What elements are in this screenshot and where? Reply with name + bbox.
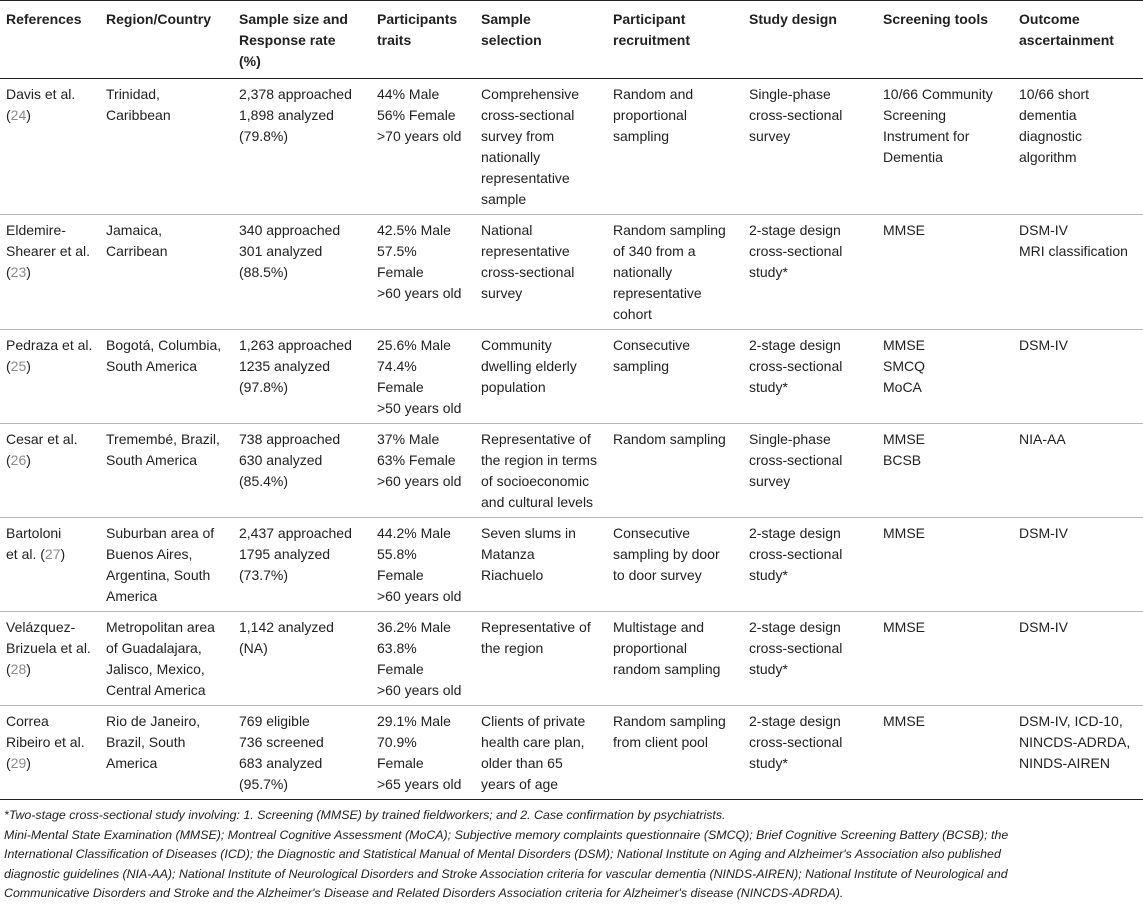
cell-line: study* (749, 661, 788, 677)
reference-citation-line: (25) (6, 358, 31, 374)
cell-line: years of age (481, 776, 559, 792)
cell-line: 44.2% Male (377, 525, 451, 541)
cell-tools (877, 79, 1013, 215)
reference-author-line: Cesar et al. (6, 431, 78, 447)
cell-line: MMSE (883, 713, 925, 729)
cell-line: 44% Male (377, 86, 440, 102)
cell-line: >60 years old (377, 588, 462, 604)
cell-references (0, 706, 100, 800)
cell-line: 36.2% Male (377, 619, 451, 635)
cell-line: 736 screened (239, 734, 324, 750)
cell-selection (475, 215, 607, 330)
reference-number-link[interactable]: 29 (10, 755, 27, 771)
reference-author-line: Bartoloni (6, 525, 62, 541)
cell-outcome (1013, 612, 1143, 706)
cell-traits (371, 424, 475, 518)
reference-number-link[interactable]: 27 (44, 546, 61, 562)
cell-line: MMSE (883, 222, 925, 238)
footnote-study-design: *Two-stage cross-sectional study involving: 1. Screening (MMSE) by trained fieldworkers; and 2. Case confirmation by psychiatrists. (4, 808, 726, 822)
cell-line: NIA-AA (1019, 431, 1066, 447)
cell-traits (371, 706, 475, 800)
cell-line: representative (481, 243, 570, 259)
column-header-region (100, 1, 233, 79)
cell-line: cross-sectional (749, 734, 843, 750)
cell-line: dwelling elderly (481, 358, 577, 374)
cell-recruitment (607, 424, 743, 518)
reference-author-line: Shearer et al. (6, 243, 91, 259)
cell-references (0, 424, 100, 518)
cell-line: the region in terms (481, 452, 597, 468)
cell-line: 301 analyzed (239, 243, 323, 259)
cell-line: study* (749, 264, 788, 280)
cell-line: >70 years old (377, 128, 462, 144)
cell-line: the region (481, 640, 544, 656)
cell-line: >60 years old (377, 473, 462, 489)
table-row (0, 424, 1143, 518)
cell-line: 630 analyzed (239, 452, 323, 468)
abbreviation-line: diagnostic guidelines (NIA-AA); National Institute of Neurological Disorders and Stroke Association criteria for vascular dementia (NINDS-AIREN); National Institute of Neurological and (4, 866, 1008, 881)
cell-line: America (106, 588, 158, 604)
cell-line: 2,437 approached (239, 525, 352, 541)
cell-line: 25.6% Male (377, 337, 451, 353)
cell-line: survey (749, 473, 791, 489)
abbreviation-line: International Classification of Diseases (ICD); the Diagnostic and Statistical Manual of Mental Disorders (DSM); National Institute on Aging and Alzheimer's Association also published (4, 847, 1001, 861)
cell-traits (371, 612, 475, 706)
cell-line: National (481, 222, 533, 238)
table-body (0, 79, 1143, 800)
cell-line: 2-stage design (749, 619, 841, 635)
cell-line: Matanza (481, 546, 535, 562)
column-header-outcome (1013, 1, 1143, 79)
cell-line: cross-sectional (749, 546, 843, 562)
reference-citation-line: (28) (6, 661, 31, 677)
cell-recruitment (607, 706, 743, 800)
column-header-line: Participant (613, 11, 686, 27)
cell-line: to door survey (613, 567, 702, 583)
cell-line: dementia (1019, 107, 1077, 123)
cell-line: Rio de Janeiro, (106, 713, 201, 729)
cell-line: sampling by door (613, 546, 720, 562)
cell-line: sample (481, 191, 527, 207)
column-header-line: traits (377, 32, 412, 48)
cell-line: study* (749, 755, 788, 771)
cell-line: Instrument for (883, 128, 970, 144)
column-header-recruitment (607, 1, 743, 79)
cell-line: >60 years old (377, 285, 462, 301)
cell-line: Representative of (481, 431, 591, 447)
cell-line: Female (377, 567, 424, 583)
column-header-sample (233, 1, 371, 79)
cell-references (0, 79, 100, 215)
cell-tools (877, 215, 1013, 330)
table-row (0, 79, 1143, 215)
cell-line: health care plan, (481, 734, 585, 750)
cell-sample (233, 330, 371, 424)
table-row (0, 706, 1143, 800)
cell-design (743, 79, 877, 215)
cell-line: MRI classification (1019, 243, 1128, 259)
cell-traits (371, 79, 475, 215)
cell-line: survey (749, 128, 791, 144)
column-header-design (743, 1, 877, 79)
cell-tools (877, 706, 1013, 800)
cell-line: of socioeconomic (481, 473, 590, 489)
cell-line: representative (613, 285, 702, 301)
abbreviation-line: Communicative Disorders and Stroke and the Alzheimer's Disease and Related Disorders Association criteria for Alzheimer's disease (NINCDS-ADRDA). (4, 886, 844, 900)
reference-number-link[interactable]: 24 (10, 107, 27, 123)
cell-line: 57.5% (377, 243, 417, 259)
cell-line: America (106, 755, 158, 771)
cell-design (743, 612, 877, 706)
reference-citation-line: (24) (6, 107, 31, 123)
cell-line: >50 years old (377, 400, 462, 416)
cell-line: 1795 analyzed (239, 546, 331, 562)
cell-outcome (1013, 706, 1143, 800)
cell-line: (73.7%) (239, 567, 289, 583)
cell-sample (233, 79, 371, 215)
cell-line: >65 years old (377, 776, 462, 792)
cell-line: NINDS-AIREN (1019, 755, 1111, 771)
cell-line: (97.8%) (239, 379, 289, 395)
column-header-line: Outcome (1019, 11, 1080, 27)
cell-design (743, 706, 877, 800)
table-row (0, 612, 1143, 706)
cell-outcome (1013, 330, 1143, 424)
cell-line: study* (749, 567, 788, 583)
cell-sample (233, 612, 371, 706)
cell-line: nationally (481, 149, 541, 165)
reference-number-link[interactable]: 28 (10, 661, 27, 677)
cell-line: sampling (613, 358, 670, 374)
column-header-references (0, 1, 100, 79)
cell-line: (79.8%) (239, 128, 289, 144)
cell-line: older than 65 (481, 755, 563, 771)
cell-line: 10/66 Community (883, 86, 993, 102)
cell-line: Metropolitan area (106, 619, 215, 635)
column-header-line: ascertainment (1019, 32, 1114, 48)
cell-line: Female (377, 755, 424, 771)
cell-line: Caribbean (106, 107, 171, 123)
abbreviation-line: Mini-Mental State Examination (MMSE); Montreal Cognitive Assessment (MoCA); Subjective memory complaints questionnaire (SMCQ); Brief Cognitive Screening Battery (BCSB); the (4, 827, 1009, 842)
cell-recruitment (607, 79, 743, 215)
cell-line: MMSE (883, 525, 925, 541)
cell-line: Female (377, 264, 424, 280)
cell-line: representative (481, 170, 570, 186)
column-header-line: Sample size and (239, 11, 348, 27)
cell-line: Bogotá, Columbia, (106, 337, 222, 353)
reference-author-line: Davis et al. (6, 86, 76, 102)
cell-line: 769 eligible (239, 713, 310, 729)
cell-line: Consecutive (613, 525, 691, 541)
cell-line: cross-sectional (749, 640, 843, 656)
cell-line: cross-sectional (481, 107, 575, 123)
cell-line: 2,378 approached (239, 86, 352, 102)
cell-tools (877, 330, 1013, 424)
cell-line: South America (106, 452, 198, 468)
table-notes (0, 800, 1143, 904)
reference-number-link[interactable]: 26 (10, 452, 27, 468)
cell-line: Consecutive (613, 337, 691, 353)
cell-line: cohort (613, 306, 652, 322)
cell-line: DSM-IV (1019, 222, 1068, 238)
cell-recruitment (607, 612, 743, 706)
cell-selection (475, 612, 607, 706)
cell-line: of Guadalajara, (106, 640, 202, 656)
cell-line: MoCA (883, 379, 922, 395)
column-header-line: Screening tools (883, 11, 989, 27)
cell-line: Argentina, South (106, 567, 211, 583)
cell-recruitment (607, 215, 743, 330)
cell-outcome (1013, 79, 1143, 215)
cell-region (100, 215, 233, 330)
cell-line: and cultural levels (481, 494, 594, 510)
cell-line: Tremembé, Brazil, (106, 431, 220, 447)
cell-line: algorithm (1019, 149, 1077, 165)
cell-line: Riachuelo (481, 567, 544, 583)
cell-traits (371, 330, 475, 424)
column-header-tools (877, 1, 1013, 79)
cell-line: >60 years old (377, 682, 462, 698)
cell-traits (371, 215, 475, 330)
reference-number-link[interactable]: 23 (10, 264, 27, 280)
cell-line: cross-sectional (749, 358, 843, 374)
table-row (0, 215, 1143, 330)
cell-sample (233, 424, 371, 518)
cell-line: 1,898 analyzed (239, 107, 334, 123)
cell-recruitment (607, 518, 743, 612)
cell-outcome (1013, 215, 1143, 330)
cell-line: DSM-IV, ICD-10, (1019, 713, 1123, 729)
reference-author-line: Ribeiro et al. (6, 734, 85, 750)
cell-line: Suburban area of (106, 525, 215, 541)
cell-tools (877, 612, 1013, 706)
cell-sample (233, 706, 371, 800)
cell-line: Single-phase (749, 431, 831, 447)
cell-line: diagnostic (1019, 128, 1083, 144)
cell-line: 74.4% (377, 358, 417, 374)
cell-region (100, 518, 233, 612)
cell-region (100, 424, 233, 518)
cell-line: MMSE (883, 619, 925, 635)
cell-line: BCSB (883, 452, 922, 468)
cell-line: Brazil, South (106, 734, 186, 750)
cell-line: 55.8% (377, 546, 417, 562)
cell-selection (475, 706, 607, 800)
reference-author-line: Correa (6, 713, 49, 729)
cell-line: Jalisco, Mexico, (106, 661, 205, 677)
cell-line: 56% Female (377, 107, 456, 123)
cell-line: proportional (613, 107, 687, 123)
cell-line: Seven slums in (481, 525, 576, 541)
cell-line: (88.5%) (239, 264, 289, 280)
cell-line: 63% Female (377, 452, 456, 468)
reference-author-line: Pedraza et al. (6, 337, 93, 353)
cell-line: survey from (481, 128, 555, 144)
cell-references (0, 612, 100, 706)
cell-line: 2-stage design (749, 525, 841, 541)
cell-line: 42.5% Male (377, 222, 451, 238)
cell-line: 1235 analyzed (239, 358, 331, 374)
column-header-line: Sample (481, 11, 531, 27)
cell-line: DSM-IV (1019, 619, 1068, 635)
cell-outcome (1013, 424, 1143, 518)
cell-line: of 340 from a (613, 243, 696, 259)
cell-line: 340 approached (239, 222, 341, 238)
cell-line: (95.7%) (239, 776, 289, 792)
cell-line: Random sampling (613, 713, 726, 729)
cell-line: Buenos Aires, (106, 546, 193, 562)
cell-line: cross-sectional (481, 264, 575, 280)
cell-line: 683 analyzed (239, 755, 323, 771)
cell-references (0, 518, 100, 612)
cell-line: Random sampling (613, 431, 726, 447)
reference-citation-line: (23) (6, 264, 31, 280)
cell-design (743, 424, 877, 518)
cell-line: Representative of (481, 619, 591, 635)
cell-line: Random sampling (613, 222, 726, 238)
cell-line: 2-stage design (749, 222, 841, 238)
cell-line: 1,142 analyzed (239, 619, 334, 635)
cell-line: cross-sectional (749, 243, 843, 259)
cell-line: Carribean (106, 243, 168, 259)
cell-tools (877, 424, 1013, 518)
cell-design (743, 518, 877, 612)
cell-line: random sampling (613, 661, 721, 677)
cell-line: Screening (883, 107, 947, 123)
reference-number-link[interactable]: 25 (10, 358, 27, 374)
column-header-line: recruitment (613, 32, 691, 48)
cell-line: Trinidad, (106, 86, 160, 102)
cell-sample (233, 215, 371, 330)
table-row (0, 330, 1143, 424)
cell-line: population (481, 379, 546, 395)
cell-line: 2-stage design (749, 713, 841, 729)
cell-selection (475, 79, 607, 215)
cell-line: South America (106, 358, 198, 374)
cell-line: Clients of private (481, 713, 586, 729)
cell-selection (475, 330, 607, 424)
cell-line: cross-sectional (749, 452, 843, 468)
cell-line: study* (749, 379, 788, 395)
cell-line: from client pool (613, 734, 708, 750)
cell-references (0, 330, 100, 424)
cell-line: nationally (613, 264, 673, 280)
table-header-row (0, 1, 1143, 79)
cell-line: SMCQ (883, 358, 925, 374)
cell-line: Multistage and (613, 619, 705, 635)
abbreviations-note (4, 826, 1141, 904)
reference-author-text: et al. (6, 546, 41, 562)
cell-line: DSM-IV (1019, 337, 1068, 353)
cell-line: Dementia (883, 149, 943, 165)
column-header-traits (371, 1, 475, 79)
reference-author-line: Brizuela et al. (6, 640, 91, 656)
cell-region (100, 79, 233, 215)
cell-line: 738 approached (239, 431, 341, 447)
cell-region (100, 706, 233, 800)
cell-line: MMSE (883, 337, 925, 353)
column-header-line: Participants (377, 11, 458, 27)
cell-region (100, 330, 233, 424)
cell-line: survey (481, 285, 523, 301)
cell-line: 37% Male (377, 431, 440, 447)
column-header-selection (475, 1, 607, 79)
cell-selection (475, 424, 607, 518)
table-row (0, 518, 1143, 612)
column-header-line: (%) (239, 53, 261, 69)
column-header-line: References (6, 11, 82, 27)
column-header-line: Response rate (239, 32, 336, 48)
cell-selection (475, 518, 607, 612)
cell-line: Random and (613, 86, 694, 102)
cell-line: proportional (613, 640, 687, 656)
cell-line: (NA) (239, 640, 268, 656)
cell-line: Female (377, 379, 424, 395)
cell-line: NINCDS-ADRDA, (1019, 734, 1131, 750)
cell-references (0, 215, 100, 330)
cell-design (743, 330, 877, 424)
reference-author-line: Velázquez- (6, 619, 76, 635)
cell-line: 1,263 approached (239, 337, 352, 353)
reference-citation-line: et al. (27) (6, 546, 66, 562)
cell-line: 63.8% (377, 640, 417, 656)
column-header-line: selection (481, 32, 542, 48)
cell-line: Community (481, 337, 552, 353)
cell-traits (371, 518, 475, 612)
cell-line: cross-sectional (749, 107, 843, 123)
reference-author-line: Eldemire- (6, 222, 66, 238)
cell-line: MMSE (883, 431, 925, 447)
cell-tools (877, 518, 1013, 612)
cell-outcome (1013, 518, 1143, 612)
cell-line: Single-phase (749, 86, 831, 102)
cell-line: 2-stage design (749, 337, 841, 353)
cell-line: DSM-IV (1019, 525, 1068, 541)
cell-design (743, 215, 877, 330)
cell-line: 70.9% (377, 734, 417, 750)
cell-line: sampling (613, 128, 670, 144)
cell-line: 29.1% Male (377, 713, 451, 729)
cell-line: Jamaica, (106, 222, 163, 238)
reference-citation-line: (29) (6, 755, 31, 771)
column-header-line: Study design (749, 11, 837, 27)
cell-recruitment (607, 330, 743, 424)
cell-line: Comprehensive (481, 86, 580, 102)
cell-region (100, 612, 233, 706)
cell-line: Central America (106, 682, 206, 698)
cell-sample (233, 518, 371, 612)
cell-line: (85.4%) (239, 473, 289, 489)
cell-line: Female (377, 661, 424, 677)
reference-citation-line: (26) (6, 452, 31, 468)
cell-line: 10/66 short (1019, 86, 1090, 102)
column-header-line: Region/Country (106, 11, 211, 27)
